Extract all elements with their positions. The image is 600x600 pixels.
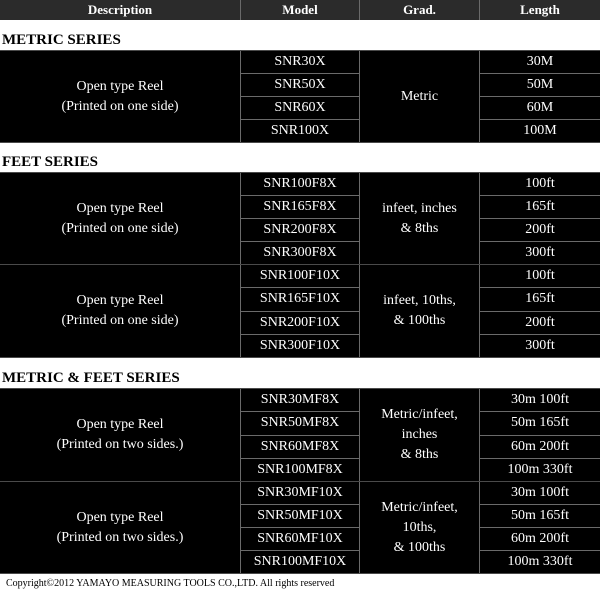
length-cell: 200ft [480,219,600,242]
length-cell: 60m 200ft [480,528,600,551]
length-cell: 30m 100ft [480,389,600,412]
section-title-feet: FEET SERIES [2,154,99,170]
header-description: Description [0,0,241,20]
model-column [241,389,360,481]
product-group [0,264,600,358]
model-column [241,482,360,573]
header-grad: Grad. [360,0,480,20]
length-column [480,173,600,264]
length-cell: 165ft [480,288,600,311]
model-column [241,173,360,264]
model-cell: SNR100X [270,123,330,138]
model-cell: SNR60MF10X [241,528,359,551]
graduation-line: & 8ths [400,447,439,462]
group-description [0,173,241,264]
model-cell: SNR200F10X [241,312,359,335]
length-cell: 100M [523,123,557,138]
model-cell: SNR60MF8X [241,436,359,459]
length-cell: 100m 330ft [507,554,573,569]
length-cell: 165ft [480,196,600,219]
graduation-line: infeet, 10ths, [383,293,456,308]
product-group [0,172,600,265]
length-column [480,389,600,481]
graduation-line: Metric [400,88,439,104]
copyright-text: Copyright©2012 YAMAYO MEASURING TOOLS CO.,LTD. All rights reserved [6,578,335,589]
model-cell: SNR200F8X [241,219,359,242]
table-header [0,0,600,20]
description-line: Open type Reel [76,200,164,216]
model-cell: SNR30X [241,51,359,74]
length-cell: 50m 165ft [480,412,600,435]
description-line: Open type Reel [76,509,164,525]
product-group [0,388,600,482]
description-line: (Printed on one side) [61,98,179,114]
product-group [0,481,600,574]
length-column [480,265,600,357]
group-description [0,265,241,357]
length-cell: 30M [480,51,600,74]
graduation-cell [360,51,480,142]
model-cell: SNR100MF8X [257,461,343,477]
graduation-line: 10ths, [402,519,437,535]
product-group [0,50,600,143]
model-cell: SNR100F8X [241,173,359,196]
description-line: (Printed on one side) [61,220,179,236]
graduation-cell [360,389,480,481]
model-cell: SNR100F10X [241,265,359,288]
group-description [0,51,241,142]
model-cell: SNR50X [241,74,359,97]
graduation-line: & 100ths [393,539,446,555]
length-cell: 100ft [480,265,600,288]
description-line: Open type Reel [76,417,164,432]
model-cell: SNR300F8X [263,245,337,260]
group-description [0,389,241,481]
graduation-line: & 8ths [400,220,439,236]
length-cell: 50m 165ft [480,505,600,528]
graduation-line: Metric/infeet, [381,407,458,422]
graduation-line: & 100ths [393,313,446,328]
length-cell: 100ft [480,173,600,196]
model-cell: SNR165F8X [241,196,359,219]
graduation-cell [360,173,480,264]
graduation-line: inches [401,427,438,442]
graduation-cell [360,482,480,573]
graduation-line: Metric/infeet, [381,499,458,515]
description-line: Open type Reel [76,293,164,308]
model-column [241,51,360,142]
group-description [0,482,241,573]
length-cell: 200ft [480,312,600,335]
model-cell: SNR50MF8X [241,412,359,435]
length-cell: 60M [480,97,600,120]
header-model: Model [241,0,360,20]
description-line: Open type Reel [76,78,164,94]
description-line: (Printed on two sides.) [56,437,184,452]
model-cell: SNR100MF10X [253,554,347,569]
model-cell: SNR30MF10X [241,482,359,505]
model-cell: SNR30MF8X [241,389,359,412]
length-cell: 60m 200ft [480,436,600,459]
model-cell: SNR300F10X [259,337,341,353]
length-cell: 300ft [525,337,555,353]
description-line: (Printed on one side) [61,313,179,328]
length-column [480,51,600,142]
length-column [480,482,600,573]
length-cell: 30m 100ft [480,482,600,505]
section-title-metric: METRIC SERIES [2,32,121,48]
graduation-line: infeet, inches [382,200,457,216]
model-column [241,265,360,357]
length-cell: 300ft [525,245,555,260]
section-title-metric-feet: METRIC & FEET SERIES [2,370,180,386]
header-length: Length [520,2,560,17]
model-cell: SNR165F10X [241,288,359,311]
length-cell: 50M [480,74,600,97]
model-cell: SNR50MF10X [241,505,359,528]
graduation-cell [360,265,480,357]
model-cell: SNR60X [241,97,359,120]
length-cell: 100m 330ft [507,461,573,477]
description-line: (Printed on two sides.) [56,529,184,545]
